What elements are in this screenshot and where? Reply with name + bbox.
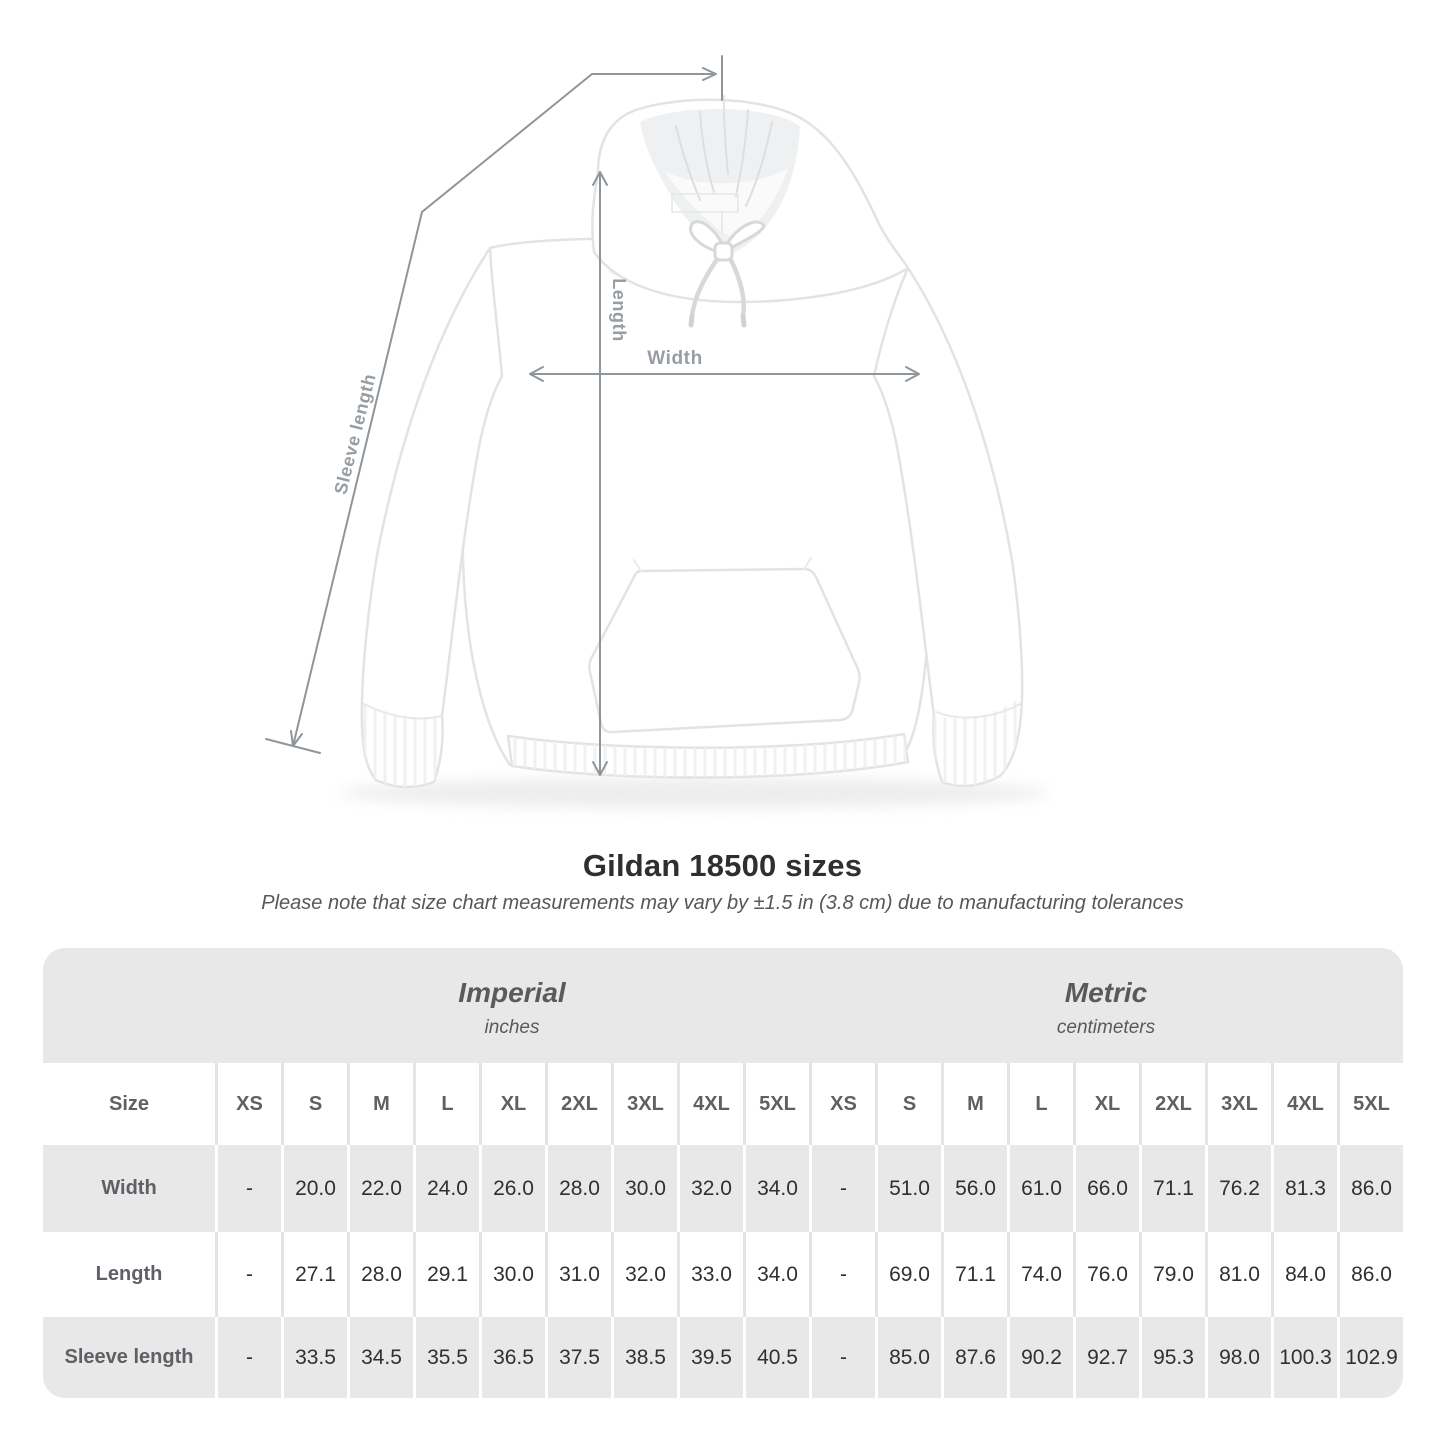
size-col-imperial-m: M [347,1063,413,1145]
kangaroo-pocket [589,569,859,732]
value-cell: 29.1 [413,1232,479,1317]
value-cell: - [809,1145,875,1232]
metric-group-header [809,948,1403,1063]
value-cell: 20.0 [281,1145,347,1232]
value-cell: 86.0 [1337,1145,1403,1232]
size-col-imperial-5xl: 5XL [743,1063,809,1145]
value-cell: 71.1 [941,1232,1007,1317]
value-cell: 56.0 [941,1145,1007,1232]
size-col-metric-s: S [875,1063,941,1145]
size-col-metric-xs: XS [809,1063,875,1145]
value-cell: 24.0 [413,1145,479,1232]
value-cell: 33.5 [281,1317,347,1398]
size-col-imperial-3xl: 3XL [611,1063,677,1145]
value-cell: 100.3 [1271,1317,1337,1398]
value-cell: 36.5 [479,1317,545,1398]
size-col-imperial-2xl: 2XL [545,1063,611,1145]
value-cell: 81.3 [1271,1145,1337,1232]
row-label-sleeve-length: Sleeve length [43,1317,215,1398]
value-cell: 61.0 [1007,1145,1073,1232]
value-cell: 34.0 [743,1145,809,1232]
value-cell: 76.2 [1205,1145,1271,1232]
value-cell: 76.0 [1073,1232,1139,1317]
value-cell: - [809,1232,875,1317]
value-cell: 84.0 [1271,1232,1337,1317]
size-col-metric-5xl: 5XL [1337,1063,1403,1145]
value-cell: - [215,1317,281,1398]
value-cell: 40.5 [743,1317,809,1398]
value-cell: - [809,1317,875,1398]
value-cell: 31.0 [545,1232,611,1317]
band-corner [43,948,215,1063]
value-cell: 32.0 [677,1145,743,1232]
value-cell: 71.1 [1139,1145,1205,1232]
value-cell: 34.0 [743,1232,809,1317]
length-dimension-label: Length [609,278,629,342]
size-col-imperial-xl: XL [479,1063,545,1145]
value-cell: 30.0 [479,1232,545,1317]
imperial-title: Imperial [458,976,566,1008]
value-cell: 51.0 [875,1145,941,1232]
value-cell: 98.0 [1205,1317,1271,1398]
size-col-metric-4xl: 4XL [1271,1063,1337,1145]
value-cell: 90.2 [1007,1317,1073,1398]
size-table [43,948,1403,1398]
value-cell: 74.0 [1007,1232,1073,1317]
value-cell: 87.6 [941,1317,1007,1398]
value-cell: 38.5 [611,1317,677,1398]
value-cell: 79.0 [1139,1232,1205,1317]
imperial-group-header [215,948,809,1063]
value-cell: 27.1 [281,1232,347,1317]
row-label-length: Length [43,1232,215,1317]
value-cell: 39.5 [677,1317,743,1398]
size-col-metric-l: L [1007,1063,1073,1145]
value-cell: 102.9 [1337,1317,1403,1398]
size-col-imperial-l: L [413,1063,479,1145]
size-header: Size [43,1063,215,1145]
size-col-metric-3xl: 3XL [1205,1063,1271,1145]
value-cell: 66.0 [1073,1145,1139,1232]
value-cell: 69.0 [875,1232,941,1317]
value-cell: 30.0 [611,1145,677,1232]
metric-unit: centimeters [1056,1016,1156,1038]
value-cell: 95.3 [1139,1317,1205,1398]
value-cell: 28.0 [545,1145,611,1232]
value-cell: 34.5 [347,1317,413,1398]
value-cell: 35.5 [413,1317,479,1398]
value-cell: 28.0 [347,1232,413,1317]
value-cell: - [215,1232,281,1317]
width-dimension-label: Width [647,348,703,369]
size-col-metric-2xl: 2XL [1139,1063,1205,1145]
value-cell: 86.0 [1337,1232,1403,1317]
value-cell: 32.0 [611,1232,677,1317]
sleeve-length-dimension-label: Sleeve length [330,371,380,497]
value-cell: 22.0 [347,1145,413,1232]
row-label-width: Width [43,1145,215,1232]
size-col-imperial-4xl: 4XL [677,1063,743,1145]
value-cell: - [215,1145,281,1232]
metric-title: Metric [1064,976,1148,1008]
size-col-imperial-xs: XS [215,1063,281,1145]
page-title: Gildan 18500 sizes [582,848,863,883]
tolerance-note: Please note that size chart measurements may vary by ±1.5 in (3.8 cm) due to manufacturing tolerances [261,892,1184,914]
size-col-imperial-s: S [281,1063,347,1145]
size-col-metric-m: M [941,1063,1007,1145]
value-cell: 26.0 [479,1145,545,1232]
value-cell: 37.5 [545,1317,611,1398]
imperial-unit: inches [484,1016,540,1038]
value-cell: 81.0 [1205,1232,1271,1317]
value-cell: 85.0 [875,1317,941,1398]
value-cell: 92.7 [1073,1317,1139,1398]
value-cell: 33.0 [677,1232,743,1317]
size-col-metric-xl: XL [1073,1063,1139,1145]
